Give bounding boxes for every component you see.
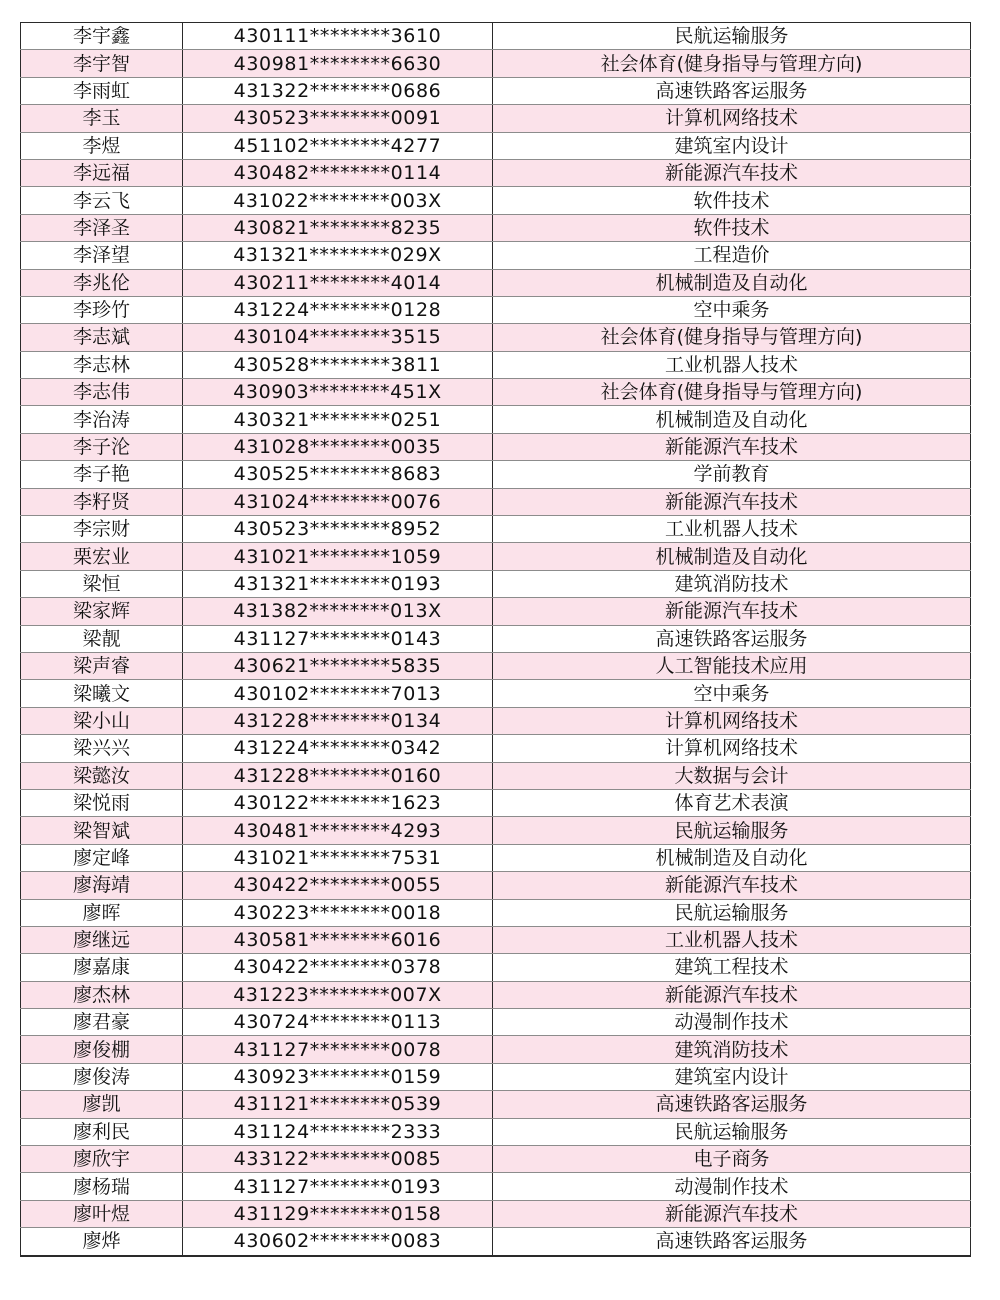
major-cell: 新能源汽车技术 xyxy=(493,1200,971,1227)
table-row xyxy=(21,625,971,652)
id-number-cell: 431127********0193 xyxy=(183,1173,493,1200)
id-number-cell: 430821********8235 xyxy=(183,214,493,241)
table-row xyxy=(21,1009,971,1036)
student-list-sheet xyxy=(20,22,970,1257)
id-number-cell: 430104********3515 xyxy=(183,324,493,351)
id-number-cell: 431224********0128 xyxy=(183,296,493,323)
id-number-cell: 431127********0078 xyxy=(183,1036,493,1063)
student-name-cell: 李志伟 xyxy=(21,379,183,406)
student-name-cell: 梁家辉 xyxy=(21,598,183,625)
table-row xyxy=(21,817,971,844)
table-row xyxy=(21,296,971,323)
table-row xyxy=(21,1063,971,1090)
student-name-cell: 廖欣宇 xyxy=(21,1146,183,1173)
student-name-cell: 廖利民 xyxy=(21,1118,183,1145)
major-cell: 动漫制作技术 xyxy=(493,1173,971,1200)
table-row xyxy=(21,406,971,433)
id-number-cell: 431022********003X xyxy=(183,187,493,214)
major-cell: 建筑消防技术 xyxy=(493,570,971,597)
table-row xyxy=(21,23,971,50)
table-row xyxy=(21,1146,971,1173)
id-number-cell: 431024********0076 xyxy=(183,488,493,515)
table-row xyxy=(21,351,971,378)
id-number-cell: 430903********451X xyxy=(183,379,493,406)
student-name-cell: 李子沦 xyxy=(21,433,183,460)
table-row xyxy=(21,50,971,77)
major-cell: 民航运输服务 xyxy=(493,817,971,844)
table-row xyxy=(21,187,971,214)
major-cell: 新能源汽车技术 xyxy=(493,872,971,899)
student-name-cell: 廖定峰 xyxy=(21,844,183,871)
student-name-cell: 李远福 xyxy=(21,159,183,186)
student-name-cell: 梁兴兴 xyxy=(21,735,183,762)
id-number-cell: 433122********0085 xyxy=(183,1146,493,1173)
major-cell: 高速铁路客运服务 xyxy=(493,77,971,104)
student-name-cell: 栗宏业 xyxy=(21,543,183,570)
student-name-cell: 李雨虹 xyxy=(21,77,183,104)
student-name-cell: 廖嘉康 xyxy=(21,954,183,981)
id-number-cell: 430523********8952 xyxy=(183,516,493,543)
major-cell: 学前教育 xyxy=(493,461,971,488)
student-name-cell: 李珍竹 xyxy=(21,296,183,323)
student-name-cell: 廖继远 xyxy=(21,926,183,953)
table-row xyxy=(21,516,971,543)
id-number-cell: 430923********0159 xyxy=(183,1063,493,1090)
id-number-cell: 430122********1623 xyxy=(183,789,493,816)
major-cell: 新能源汽车技术 xyxy=(493,488,971,515)
table-row xyxy=(21,735,971,762)
table-row xyxy=(21,1036,971,1063)
table-row xyxy=(21,570,971,597)
major-cell: 新能源汽车技术 xyxy=(493,159,971,186)
major-cell: 体育艺术表演 xyxy=(493,789,971,816)
table-row xyxy=(21,844,971,871)
student-name-cell: 梁曦文 xyxy=(21,680,183,707)
student-name-cell: 梁恒 xyxy=(21,570,183,597)
table-row xyxy=(21,680,971,707)
major-cell: 社会体育(健身指导与管理方向) xyxy=(493,379,971,406)
id-number-cell: 430621********5835 xyxy=(183,652,493,679)
id-number-cell: 431028********0035 xyxy=(183,433,493,460)
table-row xyxy=(21,461,971,488)
student-name-cell: 梁小山 xyxy=(21,707,183,734)
student-name-cell: 廖杰林 xyxy=(21,981,183,1008)
major-cell: 建筑消防技术 xyxy=(493,1036,971,1063)
table-row xyxy=(21,1118,971,1145)
id-number-cell: 430581********6016 xyxy=(183,926,493,953)
student-name-cell: 李籽贤 xyxy=(21,488,183,515)
student-name-cell: 李玉 xyxy=(21,105,183,132)
major-cell: 工业机器人技术 xyxy=(493,926,971,953)
student-name-cell: 廖晖 xyxy=(21,899,183,926)
id-number-cell: 451102********4277 xyxy=(183,132,493,159)
id-number-cell: 430525********8683 xyxy=(183,461,493,488)
table-row xyxy=(21,598,971,625)
id-number-cell: 431127********0143 xyxy=(183,625,493,652)
id-number-cell: 431129********0158 xyxy=(183,1200,493,1227)
id-number-cell: 431224********0342 xyxy=(183,735,493,762)
major-cell: 空中乘务 xyxy=(493,296,971,323)
id-number-cell: 431223********007X xyxy=(183,981,493,1008)
major-cell: 民航运输服务 xyxy=(493,899,971,926)
major-cell: 工程造价 xyxy=(493,242,971,269)
major-cell: 新能源汽车技术 xyxy=(493,433,971,460)
major-cell: 空中乘务 xyxy=(493,680,971,707)
student-name-cell: 梁智斌 xyxy=(21,817,183,844)
major-cell: 民航运输服务 xyxy=(493,23,971,50)
id-number-cell: 431321********029X xyxy=(183,242,493,269)
id-number-cell: 430211********4014 xyxy=(183,269,493,296)
major-cell: 人工智能技术应用 xyxy=(493,652,971,679)
student-name-cell: 李宇智 xyxy=(21,50,183,77)
major-cell: 动漫制作技术 xyxy=(493,1009,971,1036)
student-name-cell: 李宗财 xyxy=(21,516,183,543)
major-cell: 高速铁路客运服务 xyxy=(493,625,971,652)
major-cell: 机械制造及自动化 xyxy=(493,844,971,871)
major-cell: 高速铁路客运服务 xyxy=(493,1228,971,1256)
table-row xyxy=(21,1228,971,1256)
id-number-cell: 430523********0091 xyxy=(183,105,493,132)
table-row xyxy=(21,269,971,296)
table-row xyxy=(21,77,971,104)
id-number-cell: 430223********0018 xyxy=(183,899,493,926)
student-name-cell: 李志林 xyxy=(21,351,183,378)
id-number-cell: 430321********0251 xyxy=(183,406,493,433)
major-cell: 民航运输服务 xyxy=(493,1118,971,1145)
major-cell: 建筑室内设计 xyxy=(493,132,971,159)
major-cell: 软件技术 xyxy=(493,214,971,241)
table-row xyxy=(21,872,971,899)
student-name-cell: 梁懿汝 xyxy=(21,762,183,789)
table-row xyxy=(21,954,971,981)
id-number-cell: 431228********0160 xyxy=(183,762,493,789)
major-cell: 建筑室内设计 xyxy=(493,1063,971,1090)
table-row xyxy=(21,707,971,734)
major-cell: 软件技术 xyxy=(493,187,971,214)
id-number-cell: 431228********0134 xyxy=(183,707,493,734)
id-number-cell: 431322********0686 xyxy=(183,77,493,104)
major-cell: 建筑工程技术 xyxy=(493,954,971,981)
major-cell: 计算机网络技术 xyxy=(493,707,971,734)
major-cell: 新能源汽车技术 xyxy=(493,598,971,625)
student-name-cell: 李子艳 xyxy=(21,461,183,488)
student-table xyxy=(20,22,971,1257)
table-row xyxy=(21,433,971,460)
major-cell: 计算机网络技术 xyxy=(493,105,971,132)
student-name-cell: 李治涛 xyxy=(21,406,183,433)
student-name-cell: 廖君豪 xyxy=(21,1009,183,1036)
id-number-cell: 431021********1059 xyxy=(183,543,493,570)
table-row xyxy=(21,762,971,789)
table-row xyxy=(21,543,971,570)
table-row xyxy=(21,926,971,953)
major-cell: 计算机网络技术 xyxy=(493,735,971,762)
major-cell: 电子商务 xyxy=(493,1146,971,1173)
id-number-cell: 430422********0378 xyxy=(183,954,493,981)
id-number-cell: 431121********0539 xyxy=(183,1091,493,1118)
id-number-cell: 430481********4293 xyxy=(183,817,493,844)
id-number-cell: 431382********013X xyxy=(183,598,493,625)
student-name-cell: 廖凯 xyxy=(21,1091,183,1118)
student-name-cell: 李泽望 xyxy=(21,242,183,269)
student-name-cell: 廖俊棚 xyxy=(21,1036,183,1063)
id-number-cell: 430422********0055 xyxy=(183,872,493,899)
student-name-cell: 廖叶煜 xyxy=(21,1200,183,1227)
table-row xyxy=(21,242,971,269)
student-name-cell: 李云飞 xyxy=(21,187,183,214)
major-cell: 大数据与会计 xyxy=(493,762,971,789)
major-cell: 工业机器人技术 xyxy=(493,351,971,378)
student-name-cell: 李泽圣 xyxy=(21,214,183,241)
table-row xyxy=(21,899,971,926)
id-number-cell: 430482********0114 xyxy=(183,159,493,186)
table-row xyxy=(21,1200,971,1227)
major-cell: 机械制造及自动化 xyxy=(493,543,971,570)
id-number-cell: 430602********0083 xyxy=(183,1228,493,1256)
table-row xyxy=(21,981,971,1008)
table-row xyxy=(21,379,971,406)
student-name-cell: 李宇鑫 xyxy=(21,23,183,50)
student-name-cell: 李志斌 xyxy=(21,324,183,351)
student-name-cell: 廖烨 xyxy=(21,1228,183,1256)
table-row xyxy=(21,789,971,816)
student-name-cell: 李煜 xyxy=(21,132,183,159)
id-number-cell: 430102********7013 xyxy=(183,680,493,707)
student-name-cell: 梁声睿 xyxy=(21,652,183,679)
major-cell: 社会体育(健身指导与管理方向) xyxy=(493,324,971,351)
table-row xyxy=(21,105,971,132)
table-row xyxy=(21,1173,971,1200)
id-number-cell: 431021********7531 xyxy=(183,844,493,871)
student-name-cell: 梁悦雨 xyxy=(21,789,183,816)
student-name-cell: 李兆伦 xyxy=(21,269,183,296)
table-row xyxy=(21,324,971,351)
table-row xyxy=(21,652,971,679)
student-name-cell: 梁靓 xyxy=(21,625,183,652)
student-table-body xyxy=(21,23,971,1256)
major-cell: 社会体育(健身指导与管理方向) xyxy=(493,50,971,77)
table-row xyxy=(21,159,971,186)
major-cell: 机械制造及自动化 xyxy=(493,269,971,296)
major-cell: 工业机器人技术 xyxy=(493,516,971,543)
id-number-cell: 431124********2333 xyxy=(183,1118,493,1145)
major-cell: 新能源汽车技术 xyxy=(493,981,971,1008)
student-name-cell: 廖海靖 xyxy=(21,872,183,899)
table-row xyxy=(21,214,971,241)
id-number-cell: 430111********3610 xyxy=(183,23,493,50)
student-name-cell: 廖杨瑞 xyxy=(21,1173,183,1200)
id-number-cell: 430724********0113 xyxy=(183,1009,493,1036)
table-row xyxy=(21,1091,971,1118)
id-number-cell: 430528********3811 xyxy=(183,351,493,378)
id-number-cell: 430981********6630 xyxy=(183,50,493,77)
table-row xyxy=(21,132,971,159)
student-name-cell: 廖俊涛 xyxy=(21,1063,183,1090)
major-cell: 机械制造及自动化 xyxy=(493,406,971,433)
major-cell: 高速铁路客运服务 xyxy=(493,1091,971,1118)
table-row xyxy=(21,488,971,515)
id-number-cell: 431321********0193 xyxy=(183,570,493,597)
